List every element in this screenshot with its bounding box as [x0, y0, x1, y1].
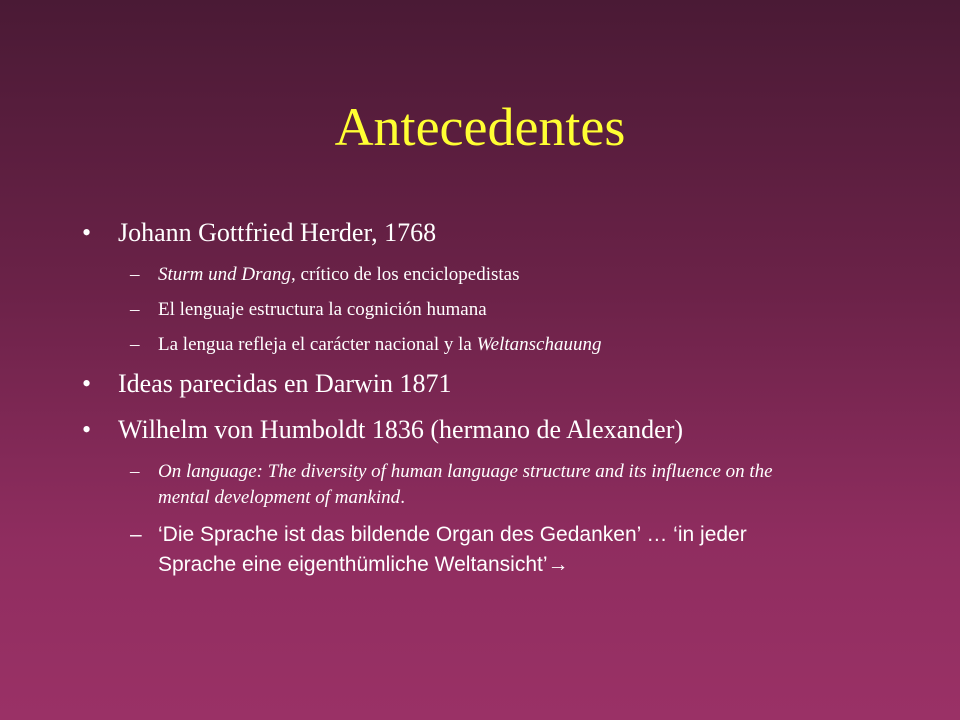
bullet-item-herder [82, 216, 882, 250]
bullet-icon: • [82, 369, 92, 398]
bullet-icon: • [82, 415, 92, 444]
dash-icon: – [130, 264, 140, 285]
sub-item-text: El lenguaje estructura la cognición humana [158, 299, 487, 320]
sub-item-on-language [82, 459, 808, 511]
sub-item-italic: Weltanschauung [476, 334, 602, 355]
sub-item-italic: On language: The diversity of human language structure and its influence on the mental development of mankind [158, 461, 773, 508]
sub-item-text: , crítico de los enciclopedistas [291, 264, 520, 285]
sub-item-lenguaje [82, 297, 882, 323]
bullet-item-humboldt [82, 413, 882, 447]
sub-item-text: La lengua refleja el carácter nacional y la [158, 334, 477, 355]
sub-item-italic: Sturm und Drang [158, 264, 292, 285]
sub-item-sturm [82, 262, 882, 288]
sub-item-text: ‘Die Sprache ist das bildende Organ des Gedanken’ … ‘in jeder Sprache eine eigenthümliche Weltansicht’→ [158, 523, 747, 576]
bullet-item-darwin [82, 367, 882, 401]
sub-item-text: . [400, 487, 405, 508]
slide-title: Antecedentes [334, 97, 626, 157]
sub-item-die-sprache [82, 520, 788, 580]
sub-list-humboldt [82, 459, 882, 580]
bullet-text: Ideas parecidas en Darwin 1871 [118, 369, 452, 398]
sub-list-herder [82, 262, 882, 358]
bullet-list [82, 216, 882, 589]
dash-icon: – [130, 299, 140, 320]
dash-icon: – [130, 523, 142, 546]
dash-icon: – [130, 334, 140, 355]
bullet-icon: • [82, 218, 92, 247]
bullet-text: Johann Gottfried Herder, 1768 [118, 218, 437, 247]
sub-item-lengua [82, 332, 882, 358]
bullet-text: Wilhelm von Humboldt 1836 (hermano de Alexander) [118, 415, 684, 444]
dash-icon: – [130, 461, 140, 482]
